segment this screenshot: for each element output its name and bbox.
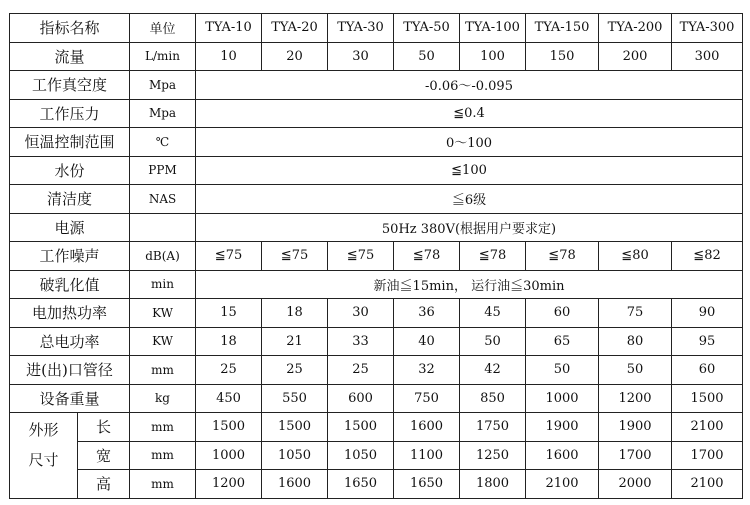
value-cell: 2100: [672, 413, 743, 442]
dimension-label: [10, 413, 78, 499]
value-cell: 75: [599, 299, 672, 328]
span-value-cell: 新油≦15min， 运行油≦30min: [196, 270, 743, 299]
value-cell: 100: [460, 42, 526, 71]
table-row: [10, 356, 743, 385]
dimension-unit: mm: [130, 470, 196, 499]
row-name: 电加热功率: [10, 299, 130, 328]
row-name: 电源: [10, 213, 130, 242]
row-unit: NAS: [130, 185, 196, 214]
value-cell: 45: [460, 299, 526, 328]
value-cell: 1700: [599, 441, 672, 470]
span-value-cell: ≦0.4: [196, 99, 743, 128]
row-name: 工作真空度: [10, 71, 130, 100]
value-cell: 1500: [328, 413, 394, 442]
span-value-cell: 50Hz 380V(根据用户要求定): [196, 213, 743, 242]
value-cell: ≦75: [328, 242, 394, 271]
dimension-unit: mm: [130, 441, 196, 470]
value-cell: 1800: [460, 470, 526, 499]
value-cell: 1050: [328, 441, 394, 470]
value-cell: 300: [672, 42, 743, 71]
row-name: 恒温控制范围: [10, 128, 130, 157]
value-cell: 33: [328, 327, 394, 356]
row-unit: min: [130, 270, 196, 299]
row-unit: kg: [130, 384, 196, 413]
header-model: TYA-300: [672, 14, 743, 43]
table-row: [10, 299, 743, 328]
value-cell: 65: [526, 327, 599, 356]
value-cell: 1500: [262, 413, 328, 442]
span-value-cell: 0～100: [196, 128, 743, 157]
value-cell: ≦78: [394, 242, 460, 271]
dimension-sub-label: 宽: [78, 441, 130, 470]
value-cell: 36: [394, 299, 460, 328]
value-cell: 450: [196, 384, 262, 413]
header-model: TYA-30: [328, 14, 394, 43]
row-unit: PPM: [130, 156, 196, 185]
value-cell: 18: [196, 327, 262, 356]
spec-table: [9, 13, 743, 499]
row-name: 工作压力: [10, 99, 130, 128]
table-row: [10, 71, 743, 100]
value-cell: 30: [328, 299, 394, 328]
value-cell: 60: [526, 299, 599, 328]
row-unit: L/min: [130, 42, 196, 71]
dimension-unit: mm: [130, 413, 196, 442]
value-cell: 1600: [262, 470, 328, 499]
value-cell: 1200: [196, 470, 262, 499]
value-cell: 1600: [394, 413, 460, 442]
dimension-sub-label: 高: [78, 470, 130, 499]
value-cell: 10: [196, 42, 262, 71]
span-value-cell: -0.06～-0.095: [196, 71, 743, 100]
value-cell: 90: [672, 299, 743, 328]
value-cell: 2100: [526, 470, 599, 499]
table-row: [10, 242, 743, 271]
table-row: [10, 42, 743, 71]
value-cell: 1050: [262, 441, 328, 470]
value-cell: 1600: [526, 441, 599, 470]
value-cell: 30: [328, 42, 394, 71]
value-cell: 20: [262, 42, 328, 71]
dimension-label-line2: 尺寸: [28, 451, 59, 470]
value-cell: 25: [196, 356, 262, 385]
row-unit: dB(A): [130, 242, 196, 271]
value-cell: 42: [460, 356, 526, 385]
row-unit: ℃: [130, 128, 196, 157]
value-cell: 1900: [599, 413, 672, 442]
value-cell: 600: [328, 384, 394, 413]
row-unit: [130, 213, 196, 242]
table-row: [10, 185, 743, 214]
value-cell: 1650: [394, 470, 460, 499]
value-cell: 60: [672, 356, 743, 385]
value-cell: 25: [328, 356, 394, 385]
value-cell: 1200: [599, 384, 672, 413]
value-cell: 25: [262, 356, 328, 385]
dimension-row: [10, 441, 743, 470]
value-cell: 150: [526, 42, 599, 71]
value-cell: 50: [394, 42, 460, 71]
header-model: TYA-200: [599, 14, 672, 43]
value-cell: 1000: [526, 384, 599, 413]
value-cell: 850: [460, 384, 526, 413]
value-cell: 750: [394, 384, 460, 413]
value-cell: 1700: [672, 441, 743, 470]
value-cell: 18: [262, 299, 328, 328]
spec-table-container: [9, 13, 743, 499]
row-unit: KW: [130, 299, 196, 328]
value-cell: 1250: [460, 441, 526, 470]
dimension-sub-label: 长: [78, 413, 130, 442]
value-cell: 200: [599, 42, 672, 71]
value-cell: ≦78: [526, 242, 599, 271]
header-model: TYA-20: [262, 14, 328, 43]
table-row: [10, 327, 743, 356]
row-name: 工作噪声: [10, 242, 130, 271]
header-unit: 单位: [130, 14, 196, 43]
value-cell: 32: [394, 356, 460, 385]
row-unit: Mpa: [130, 71, 196, 100]
value-cell: ≦75: [196, 242, 262, 271]
value-cell: 40: [394, 327, 460, 356]
value-cell: 15: [196, 299, 262, 328]
row-name: 设备重量: [10, 384, 130, 413]
value-cell: 2000: [599, 470, 672, 499]
value-cell: 1500: [672, 384, 743, 413]
value-cell: 1750: [460, 413, 526, 442]
table-row: [10, 213, 743, 242]
row-name: 进(出)口管径: [10, 356, 130, 385]
value-cell: ≦80: [599, 242, 672, 271]
row-name: 水份: [10, 156, 130, 185]
header-model: TYA-50: [394, 14, 460, 43]
value-cell: 1900: [526, 413, 599, 442]
row-name: 清洁度: [10, 185, 130, 214]
value-cell: 2100: [672, 470, 743, 499]
value-cell: 21: [262, 327, 328, 356]
value-cell: 1100: [394, 441, 460, 470]
value-cell: 95: [672, 327, 743, 356]
header-row: [10, 14, 743, 43]
table-row: [10, 156, 743, 185]
row-unit: Mpa: [130, 99, 196, 128]
dimension-row: [10, 413, 743, 442]
value-cell: ≦75: [262, 242, 328, 271]
table-row: [10, 270, 743, 299]
header-name: 指标名称: [10, 14, 130, 43]
header-model: TYA-100: [460, 14, 526, 43]
row-unit: KW: [130, 327, 196, 356]
span-value-cell: ≦6级: [196, 185, 743, 214]
value-cell: 50: [526, 356, 599, 385]
value-cell: 80: [599, 327, 672, 356]
spec-table-body: [10, 14, 743, 499]
span-value-cell: ≦100: [196, 156, 743, 185]
table-row: [10, 99, 743, 128]
row-name: 破乳化值: [10, 270, 130, 299]
table-row: [10, 384, 743, 413]
value-cell: ≦82: [672, 242, 743, 271]
value-cell: 50: [599, 356, 672, 385]
value-cell: 550: [262, 384, 328, 413]
row-unit: mm: [130, 356, 196, 385]
header-model: TYA-10: [196, 14, 262, 43]
value-cell: 1500: [196, 413, 262, 442]
row-name: 总电功率: [10, 327, 130, 356]
header-model: TYA-150: [526, 14, 599, 43]
value-cell: 1650: [328, 470, 394, 499]
table-row: [10, 128, 743, 157]
value-cell: ≦78: [460, 242, 526, 271]
value-cell: 1000: [196, 441, 262, 470]
dimension-label-line1: 外形: [28, 421, 59, 440]
dimension-row: [10, 470, 743, 499]
row-name: 流量: [10, 42, 130, 71]
value-cell: 50: [460, 327, 526, 356]
